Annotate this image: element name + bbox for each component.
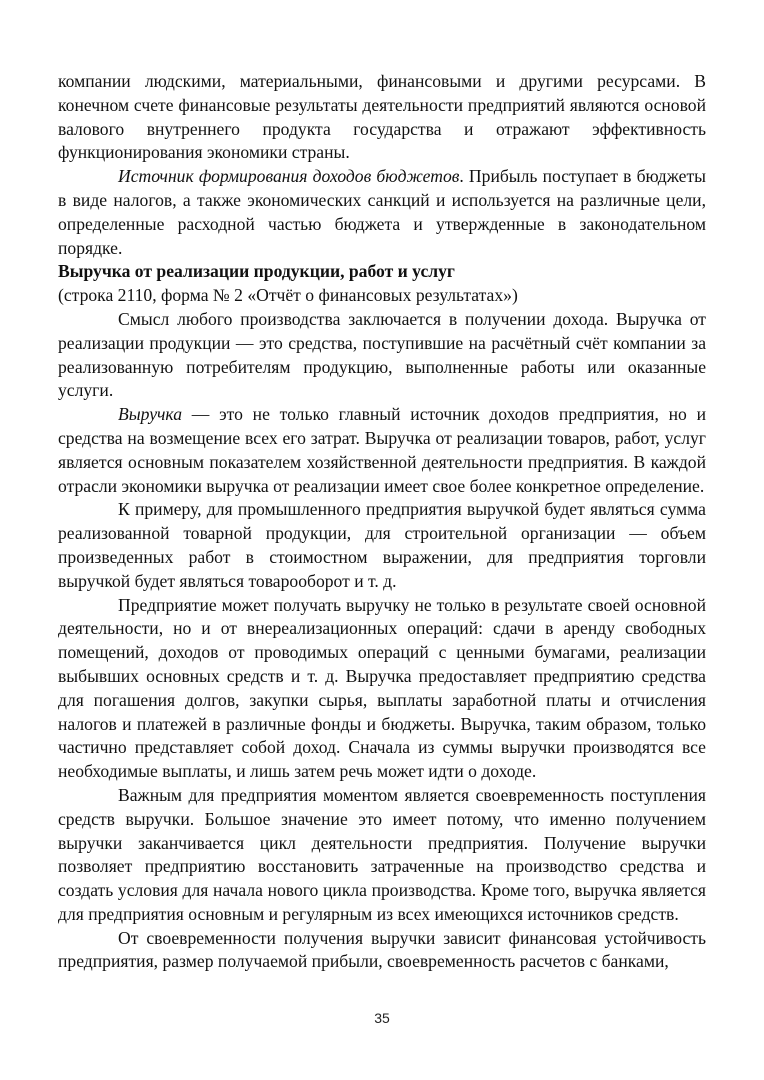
paragraph-2-text: . Прибыль поступает в бюджеты в виде налогов, а также экономических санкций и используется на различные цели, определенные расходной частью бюджета и утвержденные в законодательном порядке. (58, 166, 707, 258)
paragraph-8: От своевременности получения выручки зависит финансовая устойчивость предприятия, размер получаемой прибыли, своевременность расчетов с банками, (58, 927, 706, 972)
paragraph-5: К примеру, для промышленного предприятия выручкой будет являться сумма реализованной товарной продукции, для строительной организации — объем произведенных работ в стоимостном выражении, для предприятия торговли выручкой будет являться товарооборот и т. д. (58, 499, 706, 591)
section-heading: Выручка от реализации продукции, работ и услуг (58, 261, 455, 282)
paragraph-6: Предприятие может получать выручку не только в результате своей основной деятельности, но и от внереализационных операций: сдачи в аренду свободных помещений, доходов от проводимых операций с ценными бумагами, реализации выбывших основных средств и т. д. Выручка предоставляет предприятию средства для погашения долгов, закупки сырья, выплаты заработной платы и отчисления налогов и платежей в различные фонды и бюджеты. Выручка, таким образом, только частично представляет собой доход. Сначала из суммы выручки производятся все необходимые выплаты, и лишь затем речь может идти о доходе. (58, 594, 706, 782)
paragraph-4-italic-term: Выручка (118, 404, 183, 425)
page-content (58, 70, 706, 974)
paragraph-7: Важным для предприятия моментом является своевременность поступления средств выручки. Большое значение это имеет потому, что именно получением выручки заканчивается цикл деятельности предприятия. Получение выручки позволяет предприятию восстановить затраченные на производство средства и создать условия для начала нового цикла производства. Кроме того, выручка является для предприятия основным и регулярным из всех имеющихся источников средств. (58, 784, 706, 924)
paragraph-4 (58, 403, 706, 498)
paragraph-3: Смысл любого производства заключается в получении дохода. Выручка от реализации продукции — это средства, поступившие на расчётный счёт компании за реализованную потребителям продукцию, выполненные работы или оказанные услуги. (58, 308, 706, 401)
paragraph-4-text: — это не только главный источник доходов предприятия, но и средства на возмещение всех его затрат. Выручка от реализации товаров, работ, услуг является основным показателем хозяйственной деятельности предприятия. В каждой отрасли экономики выручка от реализации имеет свое более конкретное определение. (58, 404, 706, 496)
section-subheading: (строка 2110, форма № 2 «Отчёт о финансовых результатах») (58, 285, 518, 306)
paragraph-2 (58, 165, 706, 260)
page-number: 35 (374, 1010, 390, 1026)
paragraph-1: компании людскими, материальными, финансовыми и другими ресурсами. В конечном счете финансовые результаты деятельности предприятий являются основой валового внутреннего продукта государства и отражают эффективность функционирования экономики страны. (58, 71, 706, 163)
paragraph-2-italic-term: Источник формирования доходов бюджетов (118, 166, 460, 187)
